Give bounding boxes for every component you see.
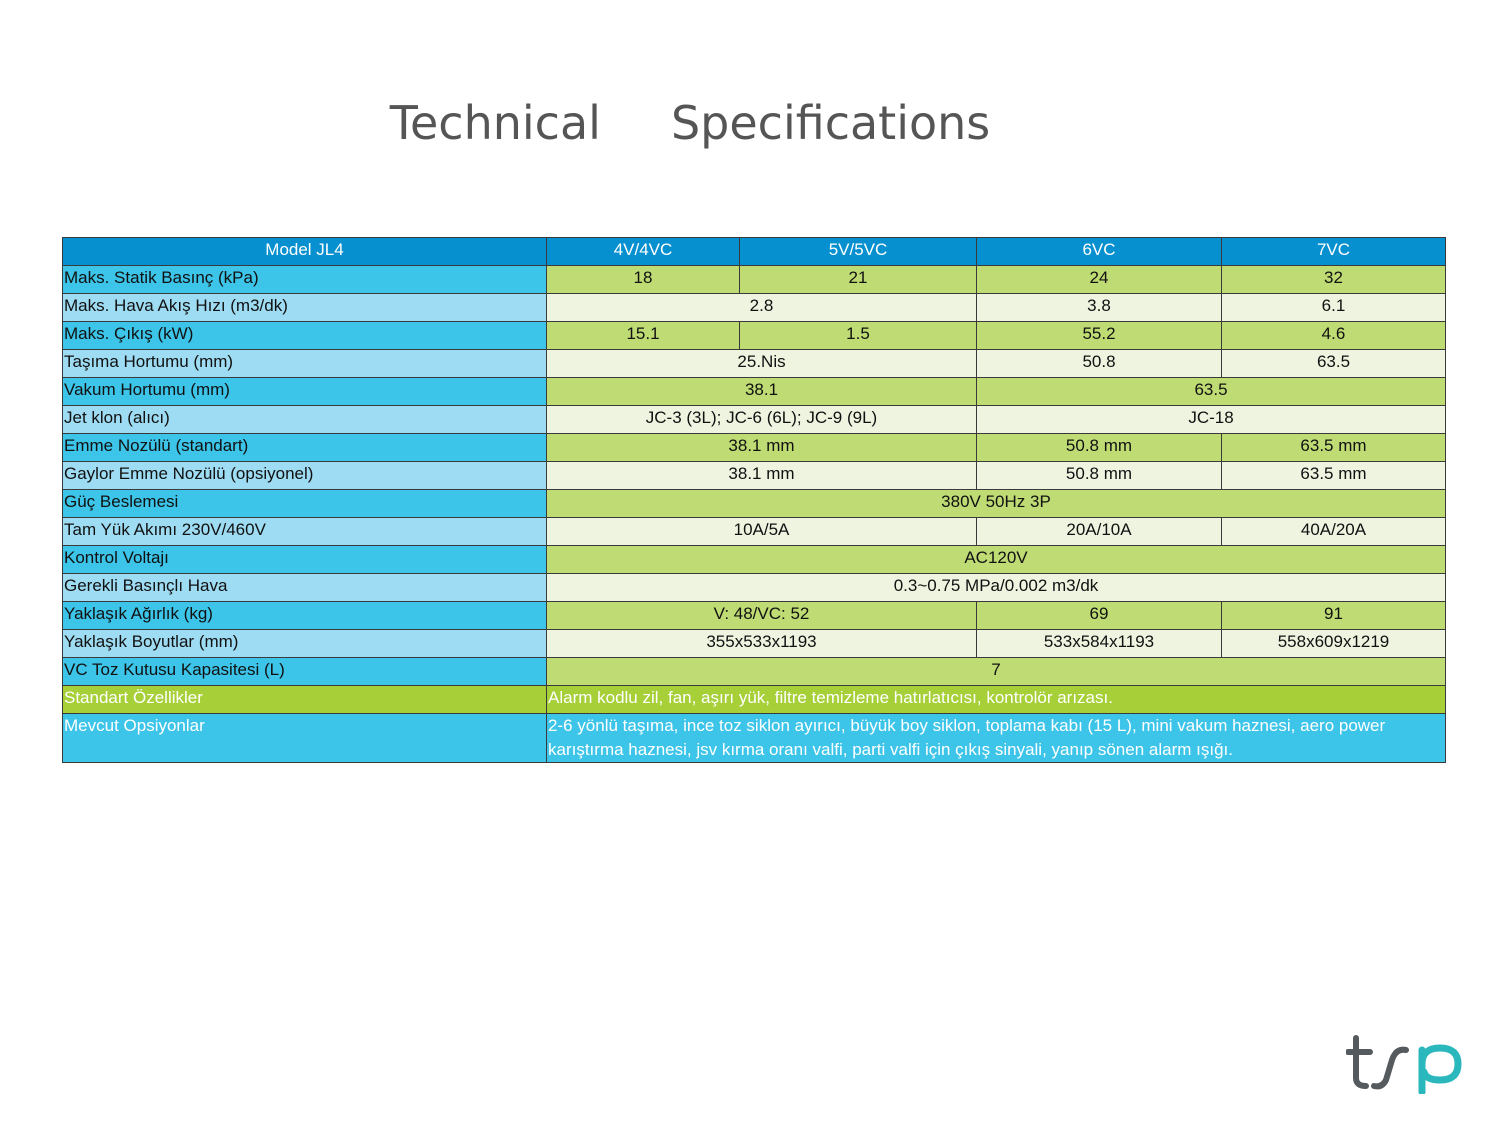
header-model: Model JL4	[63, 238, 547, 266]
table-cell: 4.6	[1222, 322, 1446, 350]
header-5v: 5V/5VC	[740, 238, 977, 266]
header-7vc: 7VC	[1222, 238, 1446, 266]
table-cell: 355x533x1193	[547, 630, 977, 658]
table-cell: 91	[1222, 602, 1446, 630]
table-cell: 38.1 mm	[547, 434, 977, 462]
row-label: Güç Beslemesi	[63, 490, 547, 518]
row-label: Emme Nozülü (standart)	[63, 434, 547, 462]
table-row	[63, 294, 1446, 322]
row-label: Maks. Çıkış (kW)	[63, 322, 547, 350]
row-label: Yaklaşık Boyutlar (mm)	[63, 630, 547, 658]
row-label: Gerekli Basınçlı Hava	[63, 574, 547, 602]
table-row	[63, 462, 1446, 490]
row-label: Mevcut Opsiyonlar	[63, 714, 547, 763]
table-cell: 21	[740, 266, 977, 294]
row-label: VC Toz Kutusu Kapasitesi (L)	[63, 658, 547, 686]
tsp-logo	[1346, 1030, 1466, 1094]
table-cell: Alarm kodlu zil, fan, aşırı yük, filtre temizleme hatırlatıcısı, kontrolör arızası.	[547, 686, 1446, 714]
table-cell: 0.3~0.75 MPa/0.002 m3/dk	[547, 574, 1446, 602]
table-cell: 32	[1222, 266, 1446, 294]
table-cell: 1.5	[740, 322, 977, 350]
table-row	[63, 574, 1446, 602]
row-label: Standart Özellikler	[63, 686, 547, 714]
table-row	[63, 350, 1446, 378]
table-cell: 63.5	[977, 378, 1446, 406]
row-label: Taşıma Hortumu (mm)	[63, 350, 547, 378]
table-cell: 50.8 mm	[977, 434, 1222, 462]
table-cell: 15.1	[547, 322, 740, 350]
table-cell: 558x609x1219	[1222, 630, 1446, 658]
table-cell: 69	[977, 602, 1222, 630]
table-cell: 380V 50Hz 3P	[547, 490, 1446, 518]
row-label: Kontrol Voltajı	[63, 546, 547, 574]
table-cell: 50.8 mm	[977, 462, 1222, 490]
table-row	[63, 630, 1446, 658]
table-cell: 38.1	[547, 378, 977, 406]
table-row	[63, 434, 1446, 462]
table-cell: JC-3 (3L); JC-6 (6L); JC-9 (9L)	[547, 406, 977, 434]
table-row	[63, 266, 1446, 294]
row-label: Yaklaşık Ağırlık (kg)	[63, 602, 547, 630]
spec-table	[62, 237, 1446, 763]
row-label: Gaylor Emme Nozülü (opsiyonel)	[63, 462, 547, 490]
table-cell: 10A/5A	[547, 518, 977, 546]
row-label: Maks. Hava Akış Hızı (m3/dk)	[63, 294, 547, 322]
table-cell: 2.8	[547, 294, 977, 322]
table-row	[63, 714, 1446, 763]
table-row	[63, 658, 1446, 686]
table-row	[63, 490, 1446, 518]
table-cell: 6.1	[1222, 294, 1446, 322]
table-cell: 50.8	[977, 350, 1222, 378]
table-cell: 18	[547, 266, 740, 294]
table-cell: 7	[547, 658, 1446, 686]
page-title	[0, 96, 1380, 150]
table-cell: 533x584x1193	[977, 630, 1222, 658]
table-row	[63, 686, 1446, 714]
table-row	[63, 406, 1446, 434]
row-label: Maks. Statik Basınç (kPa)	[63, 266, 547, 294]
table-cell: 63.5 mm	[1222, 462, 1446, 490]
header-6vc: 6VC	[977, 238, 1222, 266]
table-cell: 63.5 mm	[1222, 434, 1446, 462]
header-4v: 4V/4VC	[547, 238, 740, 266]
table-cell: 63.5	[1222, 350, 1446, 378]
row-label: Tam Yük Akımı 230V/460V	[63, 518, 547, 546]
row-label: Vakum Hortumu (mm)	[63, 378, 547, 406]
table-cell: 20A/10A	[977, 518, 1222, 546]
table-cell: 25.Nis	[547, 350, 977, 378]
table-cell: 24	[977, 266, 1222, 294]
table-cell: 3.8	[977, 294, 1222, 322]
table-cell: 40A/20A	[1222, 518, 1446, 546]
table-row	[63, 602, 1446, 630]
table-row	[63, 518, 1446, 546]
title-word-specifications: Specifications	[670, 96, 991, 150]
table-cell: 55.2	[977, 322, 1222, 350]
table-header-row	[63, 238, 1446, 266]
table-cell: JC-18	[977, 406, 1446, 434]
row-label: Jet klon (alıcı)	[63, 406, 547, 434]
table-cell: 38.1 mm	[547, 462, 977, 490]
table-row	[63, 322, 1446, 350]
title-word-technical: Technical	[389, 96, 601, 150]
table-cell: 2-6 yönlü taşıma, ince toz siklon ayırıcı, büyük boy siklon, toplama kabı (15 L), mini vakum haznesi, aero power karıştırma haznesi, jsv kırma oranı valfi, parti valfi için çıkış sinyali, yanıp sönen alarm ışığı.	[547, 714, 1446, 763]
table-cell: AC120V	[547, 546, 1446, 574]
table-row	[63, 546, 1446, 574]
table-cell: V: 48/VC: 52	[547, 602, 977, 630]
table-row	[63, 378, 1446, 406]
